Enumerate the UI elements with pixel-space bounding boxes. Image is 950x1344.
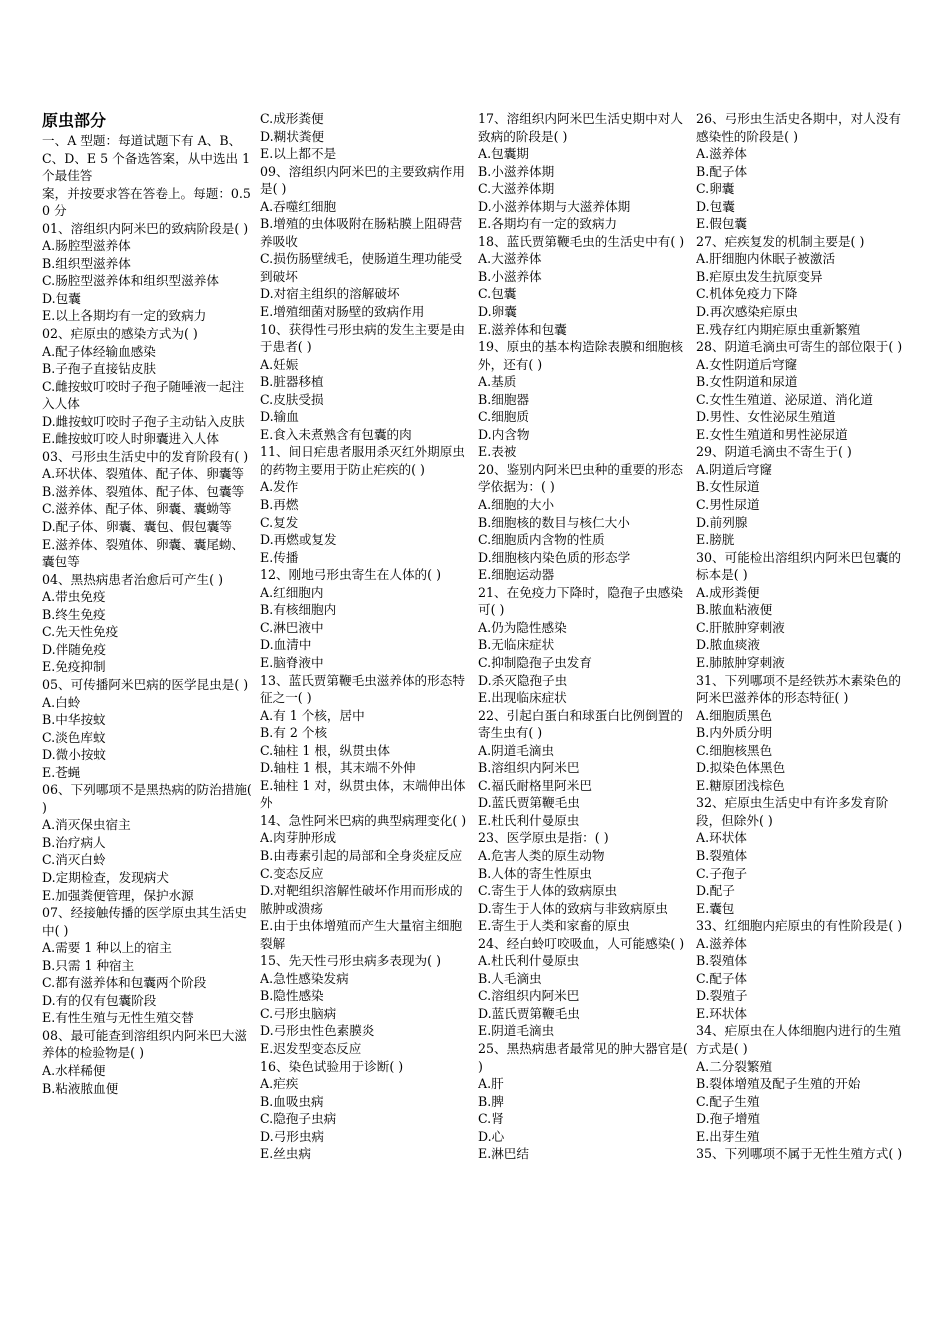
- answer-option: C.子孢子: [696, 865, 747, 881]
- answer-option: D.再次感染疟原虫: [696, 304, 798, 320]
- answer-option: B.人体的寄生性原虫: [478, 865, 593, 881]
- answer-option: E.女性生殖道和男性泌尿道: [696, 426, 848, 442]
- answer-option: B.人毛滴虫: [478, 970, 542, 986]
- answer-option: C.男性尿道: [696, 497, 760, 513]
- question-text: 22、引起白蛋白和球蛋白比例倒置的寄生虫有( ): [478, 707, 683, 741]
- answer-option: E.残存红内期疟原虫重新繁殖: [696, 321, 861, 337]
- answer-option: C.福氏耐格里阿米巴: [478, 777, 592, 793]
- answer-option: A.发作: [260, 479, 299, 495]
- column-3: [478, 110, 690, 1240]
- answer-option: B.裂殖体: [696, 847, 748, 863]
- answer-option: A.阴道后穹窿: [696, 461, 773, 477]
- question-text: 34、疟原虫在人体细胞内进行的生殖方式是( ): [696, 1023, 901, 1056]
- answer-option: C.寄生于人体的致病原虫: [478, 883, 618, 899]
- answer-option: D.雌按蚊叮咬时子孢子主动钻入皮肤: [42, 413, 245, 429]
- answer-option: D.脓血痰液: [696, 637, 761, 653]
- question-text: 12、刚地弓形虫寄生在人体的( ): [260, 567, 441, 583]
- question-text: 17、溶组织内阿米巴生活史期中对人致病的阶段是( ): [478, 111, 683, 144]
- question-text: 27、疟疾复发的机制主要是( ): [696, 233, 865, 249]
- question-text: 33、红细胞内疟原虫的有性阶段是( ): [696, 918, 903, 934]
- answer-option: E.免疫抑制: [42, 659, 106, 675]
- answer-option: B.治疗病人: [42, 834, 106, 850]
- answer-option: C.皮肤受损: [260, 391, 324, 407]
- answer-option: E.以上各期均有一定的致病力: [42, 308, 207, 324]
- answer-option: C.配子生殖: [696, 1093, 760, 1109]
- column-2: [260, 110, 472, 1240]
- answer-option: B.裂殖体: [696, 953, 748, 969]
- question-text: 23、医学原虫是指：( ): [478, 830, 609, 846]
- answer-option: C.肠腔型滋养体和组织型滋养体: [42, 273, 219, 289]
- answer-option: A.红细胞内: [260, 584, 324, 600]
- answer-option: C.复发: [260, 514, 299, 530]
- answer-option: A.杜氏利什曼原虫: [478, 953, 580, 969]
- question-text: 18、蓝氏贾第鞭毛虫的生活史中有( ): [478, 233, 685, 249]
- answer-option: A.仍为隐性感染: [478, 619, 567, 635]
- answer-option: B.女性尿道: [696, 479, 760, 495]
- answer-option: A.成形粪便: [696, 584, 760, 600]
- question-text: 09、溶组织内阿米巴的主要致病作用是( ): [260, 163, 465, 197]
- answer-option: D.心: [478, 1128, 505, 1144]
- answer-option: C.先天性免疫: [42, 624, 119, 640]
- answer-option: B.中华按蚊: [42, 712, 106, 728]
- question-text: 32、疟原虫生活史中有许多发育阶段，但除外( ): [696, 795, 889, 828]
- answer-option: B.增殖的虫体吸附在肠粘膜上阻碍营养吸收: [260, 216, 463, 249]
- answer-option: D.对宿主组织的溶解破坏: [260, 286, 400, 302]
- answer-option: B.隐性感染: [260, 988, 324, 1004]
- answer-option: E.苍蝇: [42, 764, 81, 780]
- answer-option: D.小滋养体期与大滋养体期: [478, 198, 631, 214]
- answer-option: A.包囊期: [478, 146, 529, 162]
- answer-option: E.轴柱 1 对，纵贯虫体，末端伸出体外: [260, 777, 466, 811]
- answer-option: C.细胞质内含物的性质: [478, 532, 605, 548]
- answer-option: E.出现临床症状: [478, 690, 567, 706]
- answer-option: E.加强粪便管理，保护水源: [42, 887, 194, 903]
- answer-option: E.雌按蚊叮咬人时卵囊进入人体: [42, 431, 219, 447]
- answer-option: C.淡色库蚊: [42, 729, 106, 745]
- answer-option: A.滋养体: [696, 146, 747, 162]
- question-text: 24、经白蛉叮咬吸血，人可能感染( ): [478, 935, 685, 951]
- answer-option: C.溶组织内阿米巴: [478, 988, 580, 1004]
- answer-option: D.弓形虫性色素膜炎: [260, 1023, 375, 1039]
- question-text: 28、阴道毛滴虫可寄生的部位限于( ): [696, 339, 903, 355]
- answer-option: E.传播: [260, 549, 299, 565]
- answer-option: A.消灭保虫宿主: [42, 817, 131, 833]
- answer-option: E.表被: [478, 444, 517, 460]
- answer-option: A.大滋养体: [478, 251, 542, 267]
- answer-option: E.有性生殖与无性生殖交替: [42, 1010, 194, 1026]
- answer-option: D.输血: [260, 409, 299, 425]
- answer-option: A.白蛉: [42, 694, 81, 710]
- answer-option: D.蓝氏贾第鞭毛虫: [478, 1005, 580, 1021]
- answer-option: B.配子体: [696, 163, 748, 179]
- answer-option: E.滋养体和包囊: [478, 321, 567, 337]
- answer-option: B.血吸虫病: [260, 1093, 324, 1109]
- column-1: [42, 110, 254, 1240]
- question-text: 19、原虫的基本构造除表膜和细胞核外，还有( ): [478, 339, 683, 372]
- answer-option: C.包囊: [478, 286, 517, 302]
- question-text: 20、鉴别内阿米巴虫种的重要的形态学依据为：( ): [478, 461, 683, 495]
- answer-option: E.脑脊液中: [260, 654, 324, 670]
- answer-option: A.女性阴道后穹窿: [696, 356, 798, 372]
- answer-option: E.由于虫体增殖而产生大量宿主细胞裂解: [260, 918, 463, 951]
- answer-option: D.轴柱 1 根，其末端不外伸: [260, 760, 416, 776]
- answer-option: E.滋养体、裂殖体、卵囊、囊尾蚴、囊包等: [42, 536, 245, 570]
- answer-option: D.对靶组织溶解性破坏作用而形成的脓肿或溃疡: [260, 883, 463, 916]
- answer-option: B.女性阴道和尿道: [696, 374, 798, 390]
- question-text: 11、间日疟患者服用杀灭红外期原虫的药物主要用于防止疟疾的( ): [260, 444, 465, 477]
- answer-option: D.男性、女性泌尿生殖道: [696, 409, 836, 425]
- answer-option: C.机体免疫力下降: [696, 286, 798, 302]
- answer-option: D.伴随免疫: [42, 641, 107, 657]
- answer-option: E.出芽生殖: [696, 1128, 760, 1144]
- answer-option: E.丝虫病: [260, 1146, 311, 1162]
- answer-option: A.肝细胞内休眠子被激活: [696, 251, 836, 267]
- answer-option: C.轴柱 1 根，纵贯虫体: [260, 742, 390, 758]
- question-text: 07、经接触传播的医学原虫其生活史中( ): [42, 905, 247, 938]
- answer-option: A.环状体: [696, 830, 747, 846]
- answer-option: A.水样稀便: [42, 1062, 106, 1078]
- question-text: 16、染色试验用于诊断( ): [260, 1058, 404, 1074]
- answer-option: E.膀胱: [696, 532, 735, 548]
- answer-option: B.有核细胞内: [260, 602, 337, 618]
- answer-option: B.脾: [478, 1093, 504, 1109]
- answer-option: A.有 1 个核，居中: [260, 707, 365, 723]
- answer-option: A.阴道毛滴虫: [478, 742, 555, 758]
- question-text: 35、下列哪项不属于无性生殖方式( ): [696, 1146, 903, 1162]
- answer-option: C.细胞质: [478, 409, 529, 425]
- answer-option: E.食入未煮熟含有包囊的肉: [260, 426, 412, 442]
- answer-option: E.假包囊: [696, 216, 747, 232]
- answer-option: D.前列腺: [696, 514, 748, 530]
- answer-option: E.囊包: [696, 900, 735, 916]
- answer-option: E.迟发型变态反应: [260, 1040, 362, 1056]
- answer-option: D.定期检查，发现病犬: [42, 869, 169, 885]
- answer-option: B.细胞核的数目与核仁大小: [478, 514, 630, 530]
- answer-option: C.成形粪便: [260, 111, 324, 126]
- answer-option: A.带虫免疫: [42, 589, 106, 605]
- question-text: 05、可传播阿米巴病的医学昆虫是( ): [42, 676, 249, 692]
- answer-option: B.组织型滋养体: [42, 255, 131, 271]
- answer-option: B.只需 1 种宿主: [42, 957, 135, 973]
- answer-option: A.吞噬红细胞: [260, 198, 337, 214]
- answer-option: C.损伤肠壁绒毛，使肠道生理功能受到破坏: [260, 251, 463, 284]
- answer-option: A.细胞的大小: [478, 497, 555, 513]
- question-text: 08、最可能查到溶组织内阿米巴大滋养体的检验物是( ): [42, 1027, 247, 1061]
- answer-option: D.配子: [696, 883, 735, 899]
- answer-option: C.淋巴液中: [260, 619, 324, 635]
- answer-option: A.细胞质黑色: [696, 707, 773, 723]
- answer-option: D.配子体、卵囊、囊包、假包囊等: [42, 519, 232, 535]
- question-text: 26、弓形虫生活史各期中，对人没有感染性的阶段是( ): [696, 111, 901, 144]
- question-text: 25、黑热病患者最常见的肿大器官是( ): [478, 1040, 688, 1074]
- answer-option: A.肉芽肿形成: [260, 830, 337, 846]
- answer-option: D.包囊: [42, 290, 81, 306]
- answer-option: B.由毒素引起的局部和全身炎症反应: [260, 847, 463, 863]
- answer-option: E.增殖细菌对肠壁的致病作用: [260, 304, 425, 320]
- answer-option: E.细胞运动器: [478, 567, 555, 583]
- answer-option: D.卵囊: [478, 304, 517, 320]
- answer-option: D.弓形虫病: [260, 1128, 325, 1144]
- question-text: 29、阴道毛滴虫不寄生于( ): [696, 444, 852, 460]
- answer-option: C.女性生殖道、泌尿道、消化道: [696, 391, 873, 407]
- answer-option: B.子孢子直接钻皮肤: [42, 361, 157, 377]
- answer-option: B.裂体增殖及配子生殖的开始: [696, 1076, 861, 1092]
- answer-option: C.抑制隐孢子虫发育: [478, 654, 592, 670]
- answer-option: D.蓝氏贾第鞭毛虫: [478, 795, 580, 811]
- answer-option: D.糊状粪便: [260, 128, 325, 144]
- question-text: 13、蓝氏贾第鞭毛虫滋养体的形态特征之一( ): [260, 672, 465, 706]
- answer-option: C.雌按蚊叮咬时子孢子随唾液一起注入人体: [42, 378, 245, 412]
- question-text: 14、急性阿米巴病的典型病理变化( ): [260, 812, 467, 828]
- answer-option: C.都有滋养体和包囊两个阶段: [42, 975, 207, 991]
- answer-option: B.无临床症状: [478, 637, 555, 653]
- answer-option: B.溶组织内阿米巴: [478, 760, 580, 776]
- answer-option: C.变态反应: [260, 865, 324, 881]
- answer-option: E.杜氏利什曼原虫: [478, 812, 580, 828]
- answer-option: A.肝: [478, 1076, 504, 1092]
- answer-option: B.有 2 个核: [260, 725, 328, 741]
- answer-option: E.以上都不是: [260, 146, 337, 162]
- question-text: 一、A 型题：每道试题下有 A、B、C、D、E 5 个备选答案，从中选出 1 个最佳答: [42, 133, 251, 184]
- answer-option: E.阴道毛滴虫: [478, 1023, 555, 1039]
- answer-option: B.内外质分明: [696, 725, 773, 741]
- answer-option: B.细胞器: [478, 391, 530, 407]
- answer-option: B.脏器移植: [260, 374, 324, 390]
- question-text: 01、溶组织内阿米巴的致病阶段是( ): [42, 220, 249, 236]
- answer-option: E.肺脓肿穿刺液: [696, 654, 785, 670]
- question-text: 02、疟原虫的感染方式为( ): [42, 326, 198, 342]
- answer-option: A.妊娠: [260, 356, 299, 372]
- answer-option: B.疟原虫发生抗原变异: [696, 268, 823, 284]
- answer-option: A.配子体经输血感染: [42, 343, 156, 359]
- answer-option: D.孢子增殖: [696, 1111, 761, 1127]
- answer-option: C.大滋养体期: [478, 181, 555, 197]
- answer-option: E.寄生于人类和家畜的原虫: [478, 918, 630, 934]
- question-text: 06、下列哪项不是黑热病的防治措施( ): [42, 782, 252, 815]
- answer-option: D.杀灭隐孢子虫: [478, 672, 568, 688]
- answer-option: E.环状体: [696, 1005, 747, 1021]
- answer-option: C.弓形虫脑病: [260, 1005, 337, 1021]
- answer-option: C.肝脓肿穿刺液: [696, 619, 785, 635]
- answer-option: C.卵囊: [696, 181, 735, 197]
- question-text: 31、下列哪项不是经铁苏木素染色的阿米巴滋养体的形态特征( ): [696, 672, 901, 706]
- question-text: 03、弓形虫生活史中的发育阶段有( ): [42, 448, 249, 464]
- section-title: 原虫部分: [42, 111, 107, 130]
- answer-option: B.小滋养体: [478, 268, 542, 284]
- answer-option: A.疟疾: [260, 1076, 299, 1092]
- answer-option: C.细胞核黑色: [696, 742, 773, 758]
- exam-page: [42, 110, 908, 1240]
- column-4: [696, 110, 908, 1240]
- answer-option: C.肾: [478, 1111, 504, 1127]
- answer-option: D.血清中: [260, 637, 312, 653]
- answer-option: D.内含物: [478, 426, 530, 442]
- answer-option: B.小滋养体期: [478, 163, 555, 179]
- question-text: 10、获得性弓形虫病的发生主要是由于患者( ): [260, 321, 465, 355]
- answer-option: B.脓血粘液便: [696, 602, 773, 618]
- answer-option: A.二分裂繁殖: [696, 1058, 773, 1074]
- answer-option: D.裂殖子: [696, 988, 748, 1004]
- answer-option: A.基质: [478, 374, 517, 390]
- answer-option: B.终生免疫: [42, 606, 106, 622]
- answer-option: D.微小按蚊: [42, 747, 107, 763]
- answer-option: D.再燃或复发: [260, 532, 337, 548]
- answer-option: B.滋养体、裂殖体、配子体、包囊等: [42, 483, 245, 499]
- answer-option: D.有的仅有包囊阶段: [42, 992, 157, 1008]
- answer-option: A.危害人类的原生动物: [478, 847, 605, 863]
- answer-option: D.包囊: [696, 198, 735, 214]
- answer-option: A.环状体、裂殖体、配子体、卵囊等: [42, 466, 245, 482]
- answer-option: A.滋养体: [696, 935, 747, 951]
- answer-option: A.肠腔型滋养体: [42, 238, 131, 254]
- question-text: 15、先天性弓形虫病多表现为( ): [260, 953, 441, 969]
- answer-option: C.隐孢子虫病: [260, 1111, 337, 1127]
- answer-option: D.细胞核内染色质的形态学: [478, 549, 631, 565]
- answer-option: B.再燃: [260, 497, 299, 513]
- answer-option: C.配子体: [696, 970, 747, 986]
- answer-option: B.粘液脓血便: [42, 1080, 119, 1096]
- answer-option: C.消灭白蛉: [42, 852, 106, 868]
- question-text: 21、在免疫力下降时，隐孢子虫感染可( ): [478, 584, 683, 618]
- answer-option: 案，并按要求答在答卷上。每题：0.50 分: [42, 185, 251, 219]
- answer-option: D.拟染色体黑色: [696, 760, 786, 776]
- question-text: 30、可能检出溶组织内阿米巴包囊的标本是( ): [696, 549, 901, 583]
- answer-option: E.各期均有一定的致病力: [478, 216, 618, 232]
- answer-option: A.需要 1 种以上的宿主: [42, 940, 172, 956]
- question-text: 04、黑热病患者治愈后可产生( ): [42, 571, 223, 587]
- answer-option: E.淋巴结: [478, 1146, 529, 1162]
- answer-option: A.急性感染发病: [260, 970, 349, 986]
- answer-option: D.寄生于人体的致病与非致病原虫: [478, 900, 668, 916]
- answer-option: E.糖原团浅棕色: [696, 777, 785, 793]
- answer-option: C.滋养体、配子体、卵囊、囊蚴等: [42, 501, 232, 517]
